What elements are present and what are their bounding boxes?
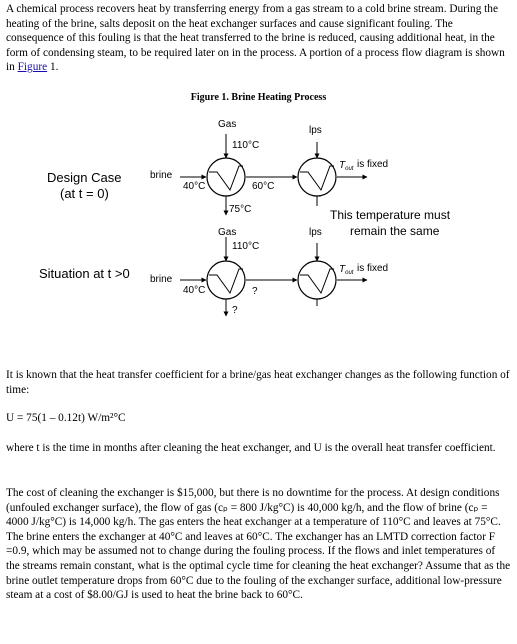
- situation-tout-fixed: is fixed: [357, 263, 389, 274]
- transfer-coefficient-paragraph: It is known that the heat transfer coefficient for a brine/gas heat exchanger changes as the following function of time:: [6, 369, 510, 396]
- situation-brine-in-temp: 40°C: [183, 285, 206, 296]
- design-gas-in-temp: 110°C: [232, 140, 260, 151]
- situation-gas-brine-exchanger: [207, 261, 245, 299]
- situation-brine-label: brine: [150, 274, 173, 285]
- design-case-sublabel: (at t = 0): [60, 186, 109, 201]
- situation-gas-out-temp: ?: [232, 305, 238, 316]
- design-lps-label: lps: [309, 125, 322, 136]
- situation-gas-in-temp: 110°C: [232, 241, 260, 252]
- situation-lps-label: lps: [309, 227, 322, 238]
- design-tout-fixed: is fixed: [357, 159, 389, 170]
- design-brine-label: brine: [150, 170, 173, 181]
- situation-label: Situation at t >0: [39, 266, 130, 281]
- situation-gas-label: Gas: [218, 227, 237, 238]
- figure-title: Figure 1. Brine Heating Process: [190, 92, 327, 103]
- design-gas-label: Gas: [218, 119, 237, 130]
- definition-paragraph: where t is the time in months after cleaning the heat exchanger, and U is the overall heat transfer coefficient.: [6, 442, 496, 454]
- design-case-label: Design Case: [47, 170, 122, 185]
- u-equation: U = 75(1 – 0.12t) W/m²°C: [6, 412, 126, 424]
- situation-steam-heater: [298, 261, 336, 299]
- design-gas-brine-exchanger: [207, 158, 245, 196]
- situation-tout-label: $T_{out}$: [339, 264, 354, 276]
- design-gas-out-temp: 75°C: [229, 204, 252, 215]
- situation-brine-out-temp: ?: [252, 286, 258, 297]
- design-tout-label: $T_{out}$: [339, 160, 354, 172]
- figure-link[interactable]: Figure: [17, 61, 48, 74]
- design-note-line2: remain the same: [350, 224, 440, 238]
- design-note-line1: This temperature must: [330, 208, 451, 222]
- design-brine-out-temp: 60°C: [252, 181, 275, 192]
- intro-paragraph: A chemical process recovers heat by transferring energy from a gas stream to a cold brine stream. During the heating of the brine, salts deposit on the heat exchanger surfaces and cause significant fouling. The consequence of this fouling is that the heat transferred to the brine is reduced, causing additional heat, in the form of condensing steam, to be required later on in the process. A portion of a process flow diagram is shown in Figure 1.: [6, 3, 505, 74]
- brine-heating-diagram: [0, 106, 517, 331]
- problem-paragraph: The cost of cleaning the exchanger is $15,000, but there is no downtime for the process. At design conditions (unfouled exchanger surface), the flow of gas (cₚ = 800 J/kg°C) is 40,000 kg/h, and the flow of brine (cₚ = 4000 J/kg°C) is 14,000 kg/h. The gas enters the heat exchanger at a temperature of 110°C and leaves at 75°C. The brine enters the exchanger at 40°C and leaves at 60°C. The exchanger has an LMTD correction factor F =0.9, which may be assumed not to change during the fouling process. If the flows and inlet temperatures of the streams remain constant, what is the optimal cycle time for cleaning the heat exchanger? Assume that as the brine outlet temperature drops from 60°C due to the fouling of the exchanger surface, additional low-pressure steam at a cost of $8.00/GJ is used to heat the brine back to 60°C.: [6, 487, 511, 602]
- design-brine-in-temp: 40°C: [183, 181, 206, 192]
- design-steam-heater: [298, 158, 336, 196]
